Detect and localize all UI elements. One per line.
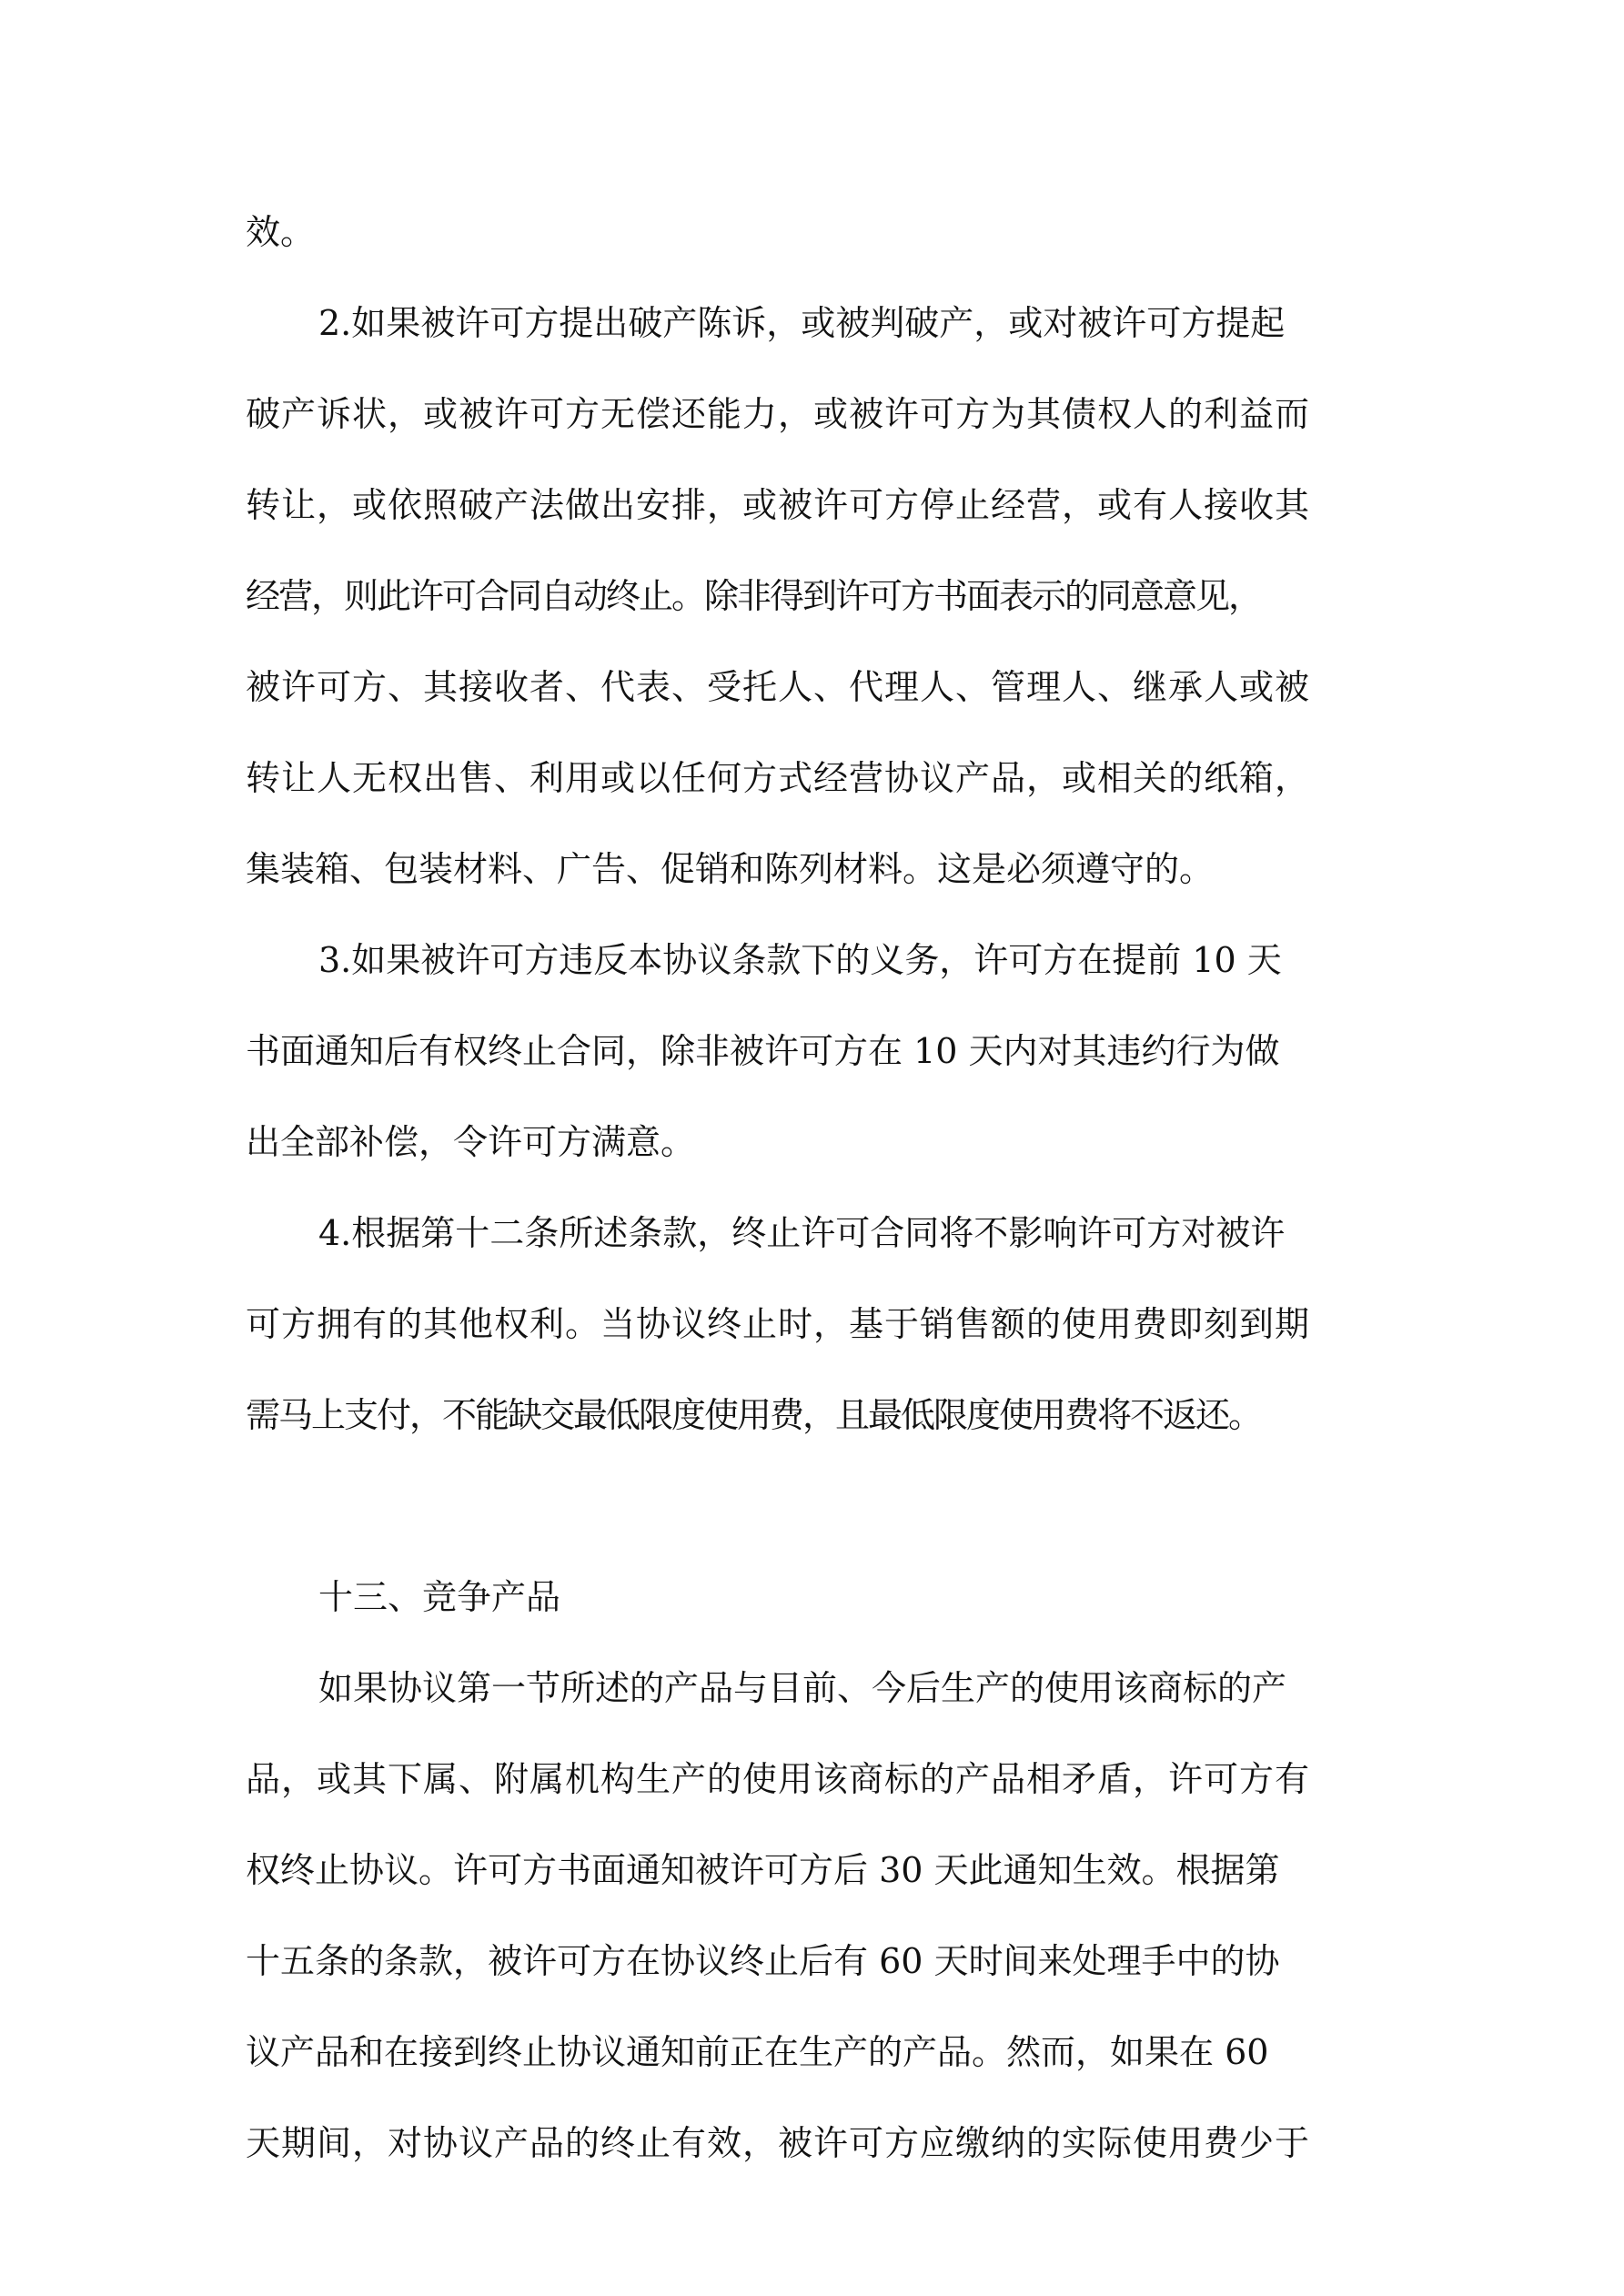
text-line: 4.根据第十二条所述条款，终止许可合同将不影响许可方对被许: [318, 1213, 1286, 1253]
text-line: 十五条的条款，被许可方在协议终止后有 60 天时间来处理手中的协: [246, 1941, 1280, 1981]
text-line: 出全部补偿，令许可方满意。: [246, 1122, 696, 1162]
text-line: 集装箱、包装材料、广告、促销和陈列材料。这是必须遵守的。: [246, 849, 1215, 889]
text-line: 转让，或依照破产法做出安排，或被许可方停止经营，或有人接收其: [246, 485, 1311, 525]
text-line: 破产诉状，或被许可方无偿还能力，或被许可方为其债权人的利益而: [246, 394, 1311, 434]
text-line: 权终止协议。许可方书面通知被许可方后 30 天此通知生效。根据第: [246, 1850, 1280, 1890]
text-line: 2.如果被许可方提出破产陈诉，或被判破产，或对被许可方提起: [318, 303, 1286, 343]
text-line: 品，或其下属、附属机构生产的使用该商标的产品相矛盾，许可方有: [246, 1759, 1311, 1799]
text-line: 需马上支付，不能缺交最低限度使用费，且最低限度使用费将不返还。: [246, 1395, 1262, 1435]
text-line: 转让人无权出售、利用或以任何方式经营协议产品，或相关的纸箱，: [246, 758, 1311, 798]
text-line: 可方拥有的其他权利。当协议终止时，基于销售额的使用费即刻到期: [246, 1304, 1311, 1344]
section-heading: 十三、竞争产品: [318, 1577, 561, 1617]
text-line: 书面通知后有权终止合同，除非被许可方在 10 天内对其违约行为做: [246, 1031, 1280, 1071]
text-line: 效。: [246, 212, 316, 252]
text-line: 被许可方、其接收者、代表、受托人、代理人、管理人、继承人或被: [246, 667, 1311, 707]
text-line: 如果协议第一节所述的产品与目前、今后生产的使用该商标的产: [318, 1668, 1287, 1708]
text-line: 3.如果被许可方违反本协议条款下的义务，许可方在提前 10 天: [318, 940, 1282, 980]
text-line: 天期间，对协议产品的终止有效，被许可方应缴纳的实际使用费少于: [246, 2123, 1311, 2163]
text-line: 议产品和在接到终止协议通知前正在生产的产品。然而，如果在 60: [246, 2032, 1269, 2072]
text-line: 经营，则此许可合同自动终止。除非得到许可方书面表示的同意意见，: [246, 576, 1262, 616]
